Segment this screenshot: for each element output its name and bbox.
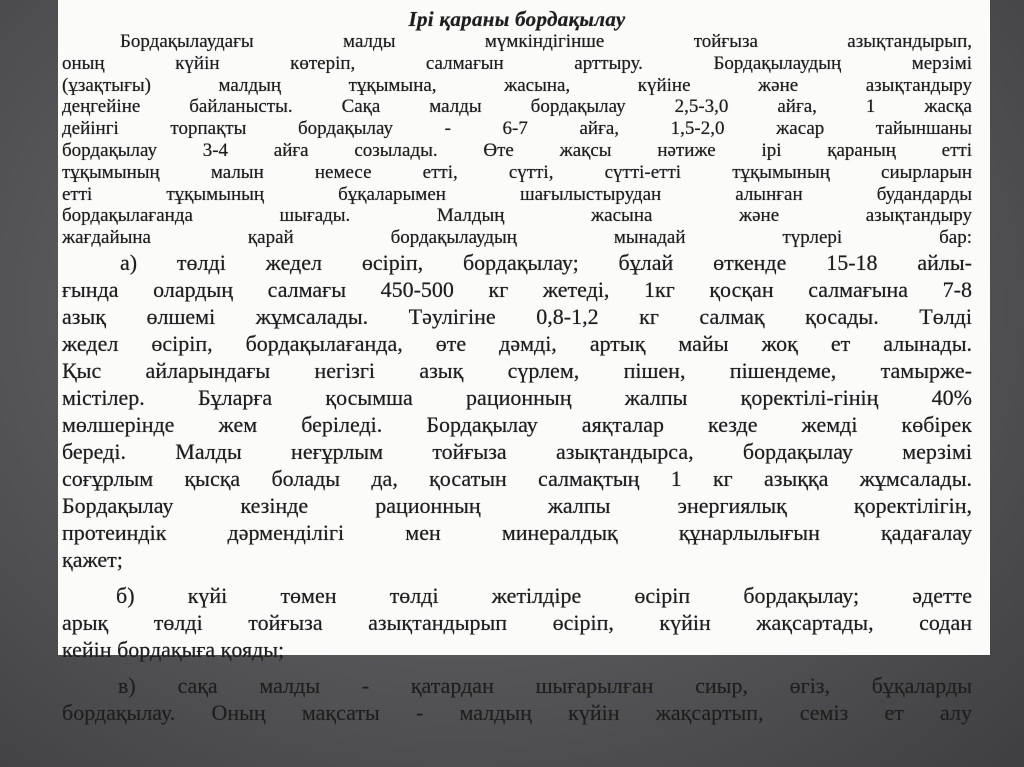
text-line: Бордақылаудағы малды мүмкіндігінше тойғыза азықтандырып,: [120, 31, 972, 52]
text-line: Қыс айларындағы негізгі азық сүрлем, пішен, пішендеме, тамырже-: [62, 357, 972, 383]
text-line: деңгейіне байланысты. Сақа малды бордақылау 2,5-3,0 айға, 1 жасқа: [62, 96, 972, 118]
text-line: (ұзақтығы) малдың тұқымына, жасына, күйіне және азықтандыру: [62, 74, 972, 96]
text-line: кейін бордақыға қояды;: [62, 636, 285, 662]
text-line: етті тұқымының бұқаларымен шағылыстырудан алынған будандарды: [62, 183, 972, 205]
text-line: бордақылағанда шығады. Малдың жасына және азықтандыру: [62, 205, 972, 227]
text-line: в) сақа малды - қатардан шығарылған сиыр, өгіз, бұқаларды: [118, 672, 972, 698]
paragraph-gap: [62, 573, 972, 582]
text-line: дейінгі торпақты бордақылау - 6-7 айға, 1,5-2,0 жасар тайыншаны: [62, 118, 972, 140]
text-line: Бордақылау кезінде рационның жалпы энергиялық қоректілігін,: [62, 492, 972, 518]
text-line: тұқымының малын немесе етті, сүтті, сүтті-етті тұқымының сиырларын: [62, 161, 972, 183]
text-line: оның күйін көтеріп, салмағын арттыру. Бордақылаудың мерзімі: [62, 52, 972, 74]
text-line: ғында олардың салмағы 450-500 кг жетеді, 1кг қосқан салмағына 7-8: [62, 276, 972, 302]
text-line: а) төлді жедел өсіріп, бордақылау; бұлай өткенде 15-18 айлы-: [120, 249, 972, 275]
scanned-page: [58, 0, 990, 725]
text-line: протеиндік дәрменділігі мен минералдық құнарлылығын қадағалау: [62, 519, 972, 545]
text-line: містілер. Бұларға қосымша рационның жалпы қоректілі-гінің 40%: [62, 384, 972, 410]
text-line: б) күйі төмен төлді жетілдіре өсіріп бордақылау; әдетте: [116, 582, 972, 608]
intro-paragraph: [62, 31, 972, 249]
item-b-paragraph: [62, 582, 972, 663]
paragraph-gap: [62, 663, 972, 672]
document-title: Ірі қараны бордақылау: [408, 7, 626, 31]
text-line: қажет;: [62, 546, 123, 572]
document-body: [62, 0, 972, 726]
text-line: соғұрлым қысқа болады да, қосатын салмақтың 1 кг азыққа жұмсалады.: [62, 465, 972, 491]
text-line: береді. Малды неғұрлым тойғыза азықтандырса, бордақылау мерзімі: [62, 438, 972, 464]
text-line: арық төлді тойғыза азықтандырып өсіріп, күйін жақсартады, содан: [62, 609, 972, 635]
item-a-paragraph: [62, 249, 972, 573]
text-line: жедел өсіріп, бордақылағанда, өте дәмді, артық майы жоқ ет алынады.: [62, 330, 972, 356]
text-line: бордақылау 3-4 айға созылады. Өте жақсы нәтиже ірі қараның етті: [62, 139, 972, 161]
text-line: жағдайына қарай бордақылаудың мынадай түрлері бар:: [62, 227, 972, 249]
text-line: бордақылау. Оның мақсаты - малдың күйін жақсартып, семіз ет алу: [62, 699, 972, 725]
text-line: мөлшерінде жем беріледі. Бордақылау аяқталар кезде жемді көбірек: [62, 411, 972, 437]
item-c-paragraph: [62, 672, 972, 726]
text-line: азық өлшемі жұмсалады. Тәулігіне 0,8-1,2 кг салмақ қосады. Төлді: [62, 303, 972, 329]
